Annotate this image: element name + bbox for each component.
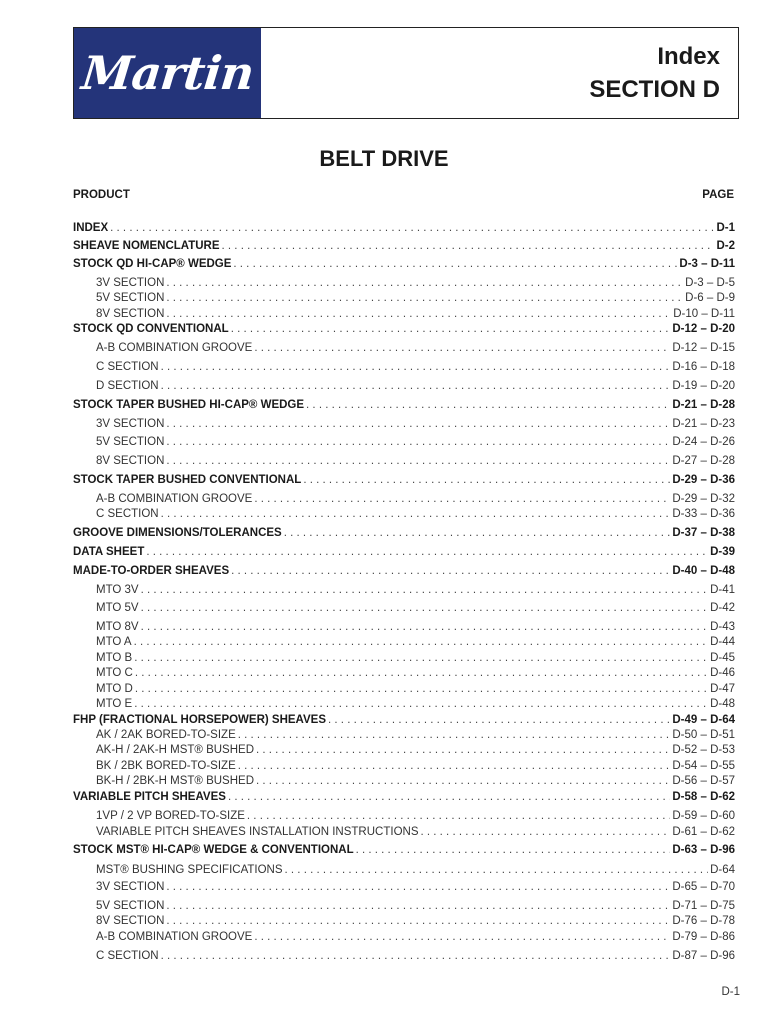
dot-leader	[256, 743, 670, 757]
toc-entry-label: 8V SECTION	[96, 308, 165, 320]
toc-entry-label: A-B COMBINATION GROOVE	[96, 493, 253, 505]
toc-entry-page: D-56 – D-57	[672, 775, 735, 787]
toc-row	[73, 473, 735, 487]
toc-entry-label: 3V SECTION	[96, 418, 165, 430]
index-title: Index	[657, 43, 720, 70]
toc-row	[73, 435, 735, 449]
toc-entry-label: C SECTION	[96, 950, 159, 962]
dot-leader	[134, 651, 708, 665]
toc-row	[73, 341, 735, 355]
dot-leader	[238, 728, 671, 742]
toc-entry-label: STOCK MST® HI-CAP® WEDGE & CONVENTIONAL	[73, 844, 354, 856]
toc-entry-label: BK-H / 2BK-H MST® BUSHED	[96, 775, 254, 787]
dot-leader	[134, 697, 708, 711]
toc-entry-page: D-63 – D-96	[672, 844, 735, 856]
toc-row	[73, 239, 735, 253]
toc-entry-page: D-29 – D-32	[672, 493, 735, 505]
product-column-header: PRODUCT	[73, 189, 130, 201]
toc-row	[73, 526, 735, 540]
toc-row	[73, 360, 735, 374]
toc-entry-page: D-61 – D-62	[672, 826, 735, 838]
toc-row	[73, 221, 735, 235]
toc-entry-page: D-16 – D-18	[672, 361, 735, 373]
dot-leader	[421, 825, 671, 839]
toc-entry-page: D-21 – D-23	[672, 418, 735, 430]
toc-entry-page: D-46	[710, 667, 735, 679]
toc-entry-label: BK / 2BK BORED-TO-SIZE	[96, 760, 236, 772]
toc-entry-label: 8V SECTION	[96, 455, 165, 467]
dot-leader	[254, 341, 670, 355]
toc-row	[73, 713, 735, 727]
toc-entry-label: 5V SECTION	[96, 436, 165, 448]
header-box	[73, 27, 739, 119]
toc-entry-page: D-45	[710, 652, 735, 664]
toc-row	[73, 583, 735, 597]
dot-leader	[328, 713, 670, 727]
toc-row	[73, 651, 735, 665]
toc-row	[73, 276, 735, 290]
toc-entry-page: D-59 – D-60	[672, 810, 735, 822]
dot-leader	[161, 360, 671, 374]
toc-entry-page: D-48	[710, 698, 735, 710]
toc-entry-label: MTO A	[96, 636, 132, 648]
toc-entry-label: A-B COMBINATION GROOVE	[96, 342, 253, 354]
toc-row	[73, 417, 735, 431]
toc-entry-label: A-B COMBINATION GROOVE	[96, 931, 253, 943]
toc-entry-page: D-58 – D-62	[672, 791, 735, 803]
dot-leader	[141, 601, 708, 615]
toc-row	[73, 379, 735, 393]
toc-entry-label: 8V SECTION	[96, 915, 165, 927]
dot-leader	[254, 492, 670, 506]
dot-leader	[306, 398, 670, 412]
dot-leader	[284, 526, 671, 540]
dot-leader	[110, 221, 714, 235]
section-title: SECTION D	[589, 76, 720, 103]
dot-leader	[233, 257, 677, 271]
dot-leader	[161, 949, 671, 963]
dot-leader	[166, 276, 683, 290]
dot-leader	[134, 635, 708, 649]
toc-row	[73, 843, 735, 857]
toc-row	[73, 620, 735, 634]
toc-entry-page: D-27 – D-28	[672, 455, 735, 467]
toc-row	[73, 774, 735, 788]
toc-row	[73, 307, 735, 321]
dot-leader	[161, 379, 671, 393]
toc-entry-label: VARIABLE PITCH SHEAVES	[73, 791, 226, 803]
toc-entry-label: MADE-TO-ORDER SHEAVES	[73, 565, 230, 577]
toc-entry-page: D-64	[710, 864, 735, 876]
toc-entry-label: AK / 2AK BORED-TO-SIZE	[96, 729, 236, 741]
toc-entry-label: MST® BUSHING SPECIFICATIONS	[96, 864, 283, 876]
header-titles	[589, 40, 720, 106]
toc-row	[73, 809, 735, 823]
toc-entry-page: D-39	[710, 546, 735, 558]
toc-entry-label: STOCK QD HI-CAP® WEDGE	[73, 258, 232, 270]
dot-leader	[166, 899, 670, 913]
dot-leader	[285, 863, 709, 877]
toc-entry-label: FHP (FRACTIONAL HORSEPOWER) SHEAVES	[73, 714, 327, 726]
toc-entry-page: D-65 – D-70	[672, 881, 735, 893]
toc-entry-label: D SECTION	[96, 380, 159, 392]
dot-leader	[141, 583, 708, 597]
toc-row	[73, 759, 735, 773]
toc-entry-page: D-76 – D-78	[672, 915, 735, 927]
toc-entry-label: 3V SECTION	[96, 277, 165, 289]
toc-entry-label: DATA SHEET	[73, 546, 145, 558]
dot-leader	[166, 914, 670, 928]
toc-row	[73, 825, 735, 839]
toc-row	[73, 899, 735, 913]
toc-row	[73, 322, 735, 336]
toc-entry-label: STOCK TAPER BUSHED CONVENTIONAL	[73, 474, 302, 486]
page-number: D-1	[721, 986, 740, 998]
dot-leader	[238, 759, 671, 773]
toc-entry-page: D-21 – D-28	[672, 399, 735, 411]
toc-entry-label: GROOVE DIMENSIONS/TOLERANCES	[73, 527, 282, 539]
dot-leader	[166, 417, 670, 431]
toc-entry-page: D-3 – D-5	[685, 277, 735, 289]
toc-row	[73, 398, 735, 412]
toc-entry-page: D-33 – D-36	[672, 508, 735, 520]
toc-entry-label: STOCK TAPER BUSHED HI-CAP® WEDGE	[73, 399, 305, 411]
toc-row	[73, 880, 735, 894]
toc-row	[73, 790, 735, 804]
toc-entry-page: D-40 – D-48	[672, 565, 735, 577]
toc-row	[73, 564, 735, 578]
toc-entry-page: D-24 – D-26	[672, 436, 735, 448]
toc-row	[73, 545, 735, 559]
page-title: BELT DRIVE	[319, 146, 449, 171]
dot-leader	[222, 239, 715, 253]
toc-entry-page: D-43	[710, 621, 735, 633]
toc-entry-page: D-47	[710, 683, 735, 695]
toc-row	[73, 257, 735, 271]
dot-leader	[135, 666, 708, 680]
logo-text: Martin	[79, 46, 256, 100]
toc-entry-label: 1VP / 2 VP BORED-TO-SIZE	[96, 810, 245, 822]
toc-entry-page: D-12 – D-15	[672, 342, 735, 354]
toc-entry-page: D-42	[710, 602, 735, 614]
toc-entry-label: 5V SECTION	[96, 900, 165, 912]
dot-leader	[303, 473, 670, 487]
toc-entry-page: D-44	[710, 636, 735, 648]
toc-row	[73, 863, 735, 877]
toc-row	[73, 666, 735, 680]
toc-row	[73, 930, 735, 944]
toc-row	[73, 728, 735, 742]
toc-entry-page: D-79 – D-86	[672, 931, 735, 943]
toc-entry-page: D-12 – D-20	[672, 323, 735, 335]
toc-row	[73, 682, 735, 696]
toc-entry-label: AK-H / 2AK-H MST® BUSHED	[96, 744, 254, 756]
dot-leader	[231, 564, 670, 578]
dot-leader	[161, 507, 671, 521]
toc-row	[73, 697, 735, 711]
toc-entry-page: D-6 – D-9	[685, 292, 735, 304]
toc-entry-label: MTO D	[96, 683, 133, 695]
toc-row	[73, 949, 735, 963]
dot-leader	[231, 322, 671, 336]
dot-leader	[254, 930, 670, 944]
toc-row	[73, 601, 735, 615]
dot-leader	[166, 454, 670, 468]
toc-entry-label: MTO B	[96, 652, 133, 664]
dot-leader	[141, 620, 708, 634]
toc-entry-label: INDEX	[73, 222, 109, 234]
toc-entry-label: MTO E	[96, 698, 133, 710]
dot-leader	[166, 307, 671, 321]
toc-entry-page: D-71 – D-75	[672, 900, 735, 912]
dot-leader	[256, 774, 670, 788]
toc-entry-page: D-29 – D-36	[672, 474, 735, 486]
toc-entry-label: 3V SECTION	[96, 881, 165, 893]
toc-row	[73, 507, 735, 521]
toc-entry-page: D-49 – D-64	[672, 714, 735, 726]
toc-entry-page: D-52 – D-53	[672, 744, 735, 756]
toc-entry-page: D-1	[716, 222, 735, 234]
toc-row	[73, 454, 735, 468]
dot-leader	[228, 790, 670, 804]
toc-entry-label: C SECTION	[96, 508, 159, 520]
dot-leader	[166, 291, 683, 305]
toc-entry-label: MTO 5V	[96, 602, 139, 614]
toc-entry-page: D-50 – D-51	[672, 729, 735, 741]
toc-entry-page: D-10 – D-11	[673, 308, 735, 320]
toc-entry-page: D-87 – D-96	[672, 950, 735, 962]
page-column-header: PAGE	[702, 189, 734, 201]
dot-leader	[247, 809, 670, 823]
toc-row	[73, 914, 735, 928]
dot-leader	[146, 545, 708, 559]
toc-row	[73, 743, 735, 757]
toc-entry-page: D-37 – D-38	[672, 527, 735, 539]
dot-leader	[166, 435, 670, 449]
toc-entry-label: STOCK QD CONVENTIONAL	[73, 323, 229, 335]
dot-leader	[166, 880, 670, 894]
toc-entry-label: SHEAVE NOMENCLATURE	[73, 240, 220, 252]
toc-row	[73, 492, 735, 506]
toc-entry-label: MTO 8V	[96, 621, 139, 633]
dot-leader	[135, 682, 708, 696]
martin-logo	[74, 28, 261, 118]
toc-entry-page: D-2	[716, 240, 735, 252]
toc-row	[73, 635, 735, 649]
toc-entry-label: VARIABLE PITCH SHEAVES INSTALLATION INSTRUCTIONS	[96, 826, 419, 838]
toc-entry-page: D-54 – D-55	[672, 760, 735, 772]
toc-entry-label: MTO 3V	[96, 584, 139, 596]
toc-entry-label: 5V SECTION	[96, 292, 165, 304]
toc-entry-page: D-3 – D-11	[679, 258, 735, 270]
toc-entry-label: C SECTION	[96, 361, 159, 373]
toc-entry-page: D-19 – D-20	[672, 380, 735, 392]
dot-leader	[356, 843, 671, 857]
toc-entry-label: MTO C	[96, 667, 133, 679]
toc-row	[73, 291, 735, 305]
toc-entry-page: D-41	[710, 584, 735, 596]
